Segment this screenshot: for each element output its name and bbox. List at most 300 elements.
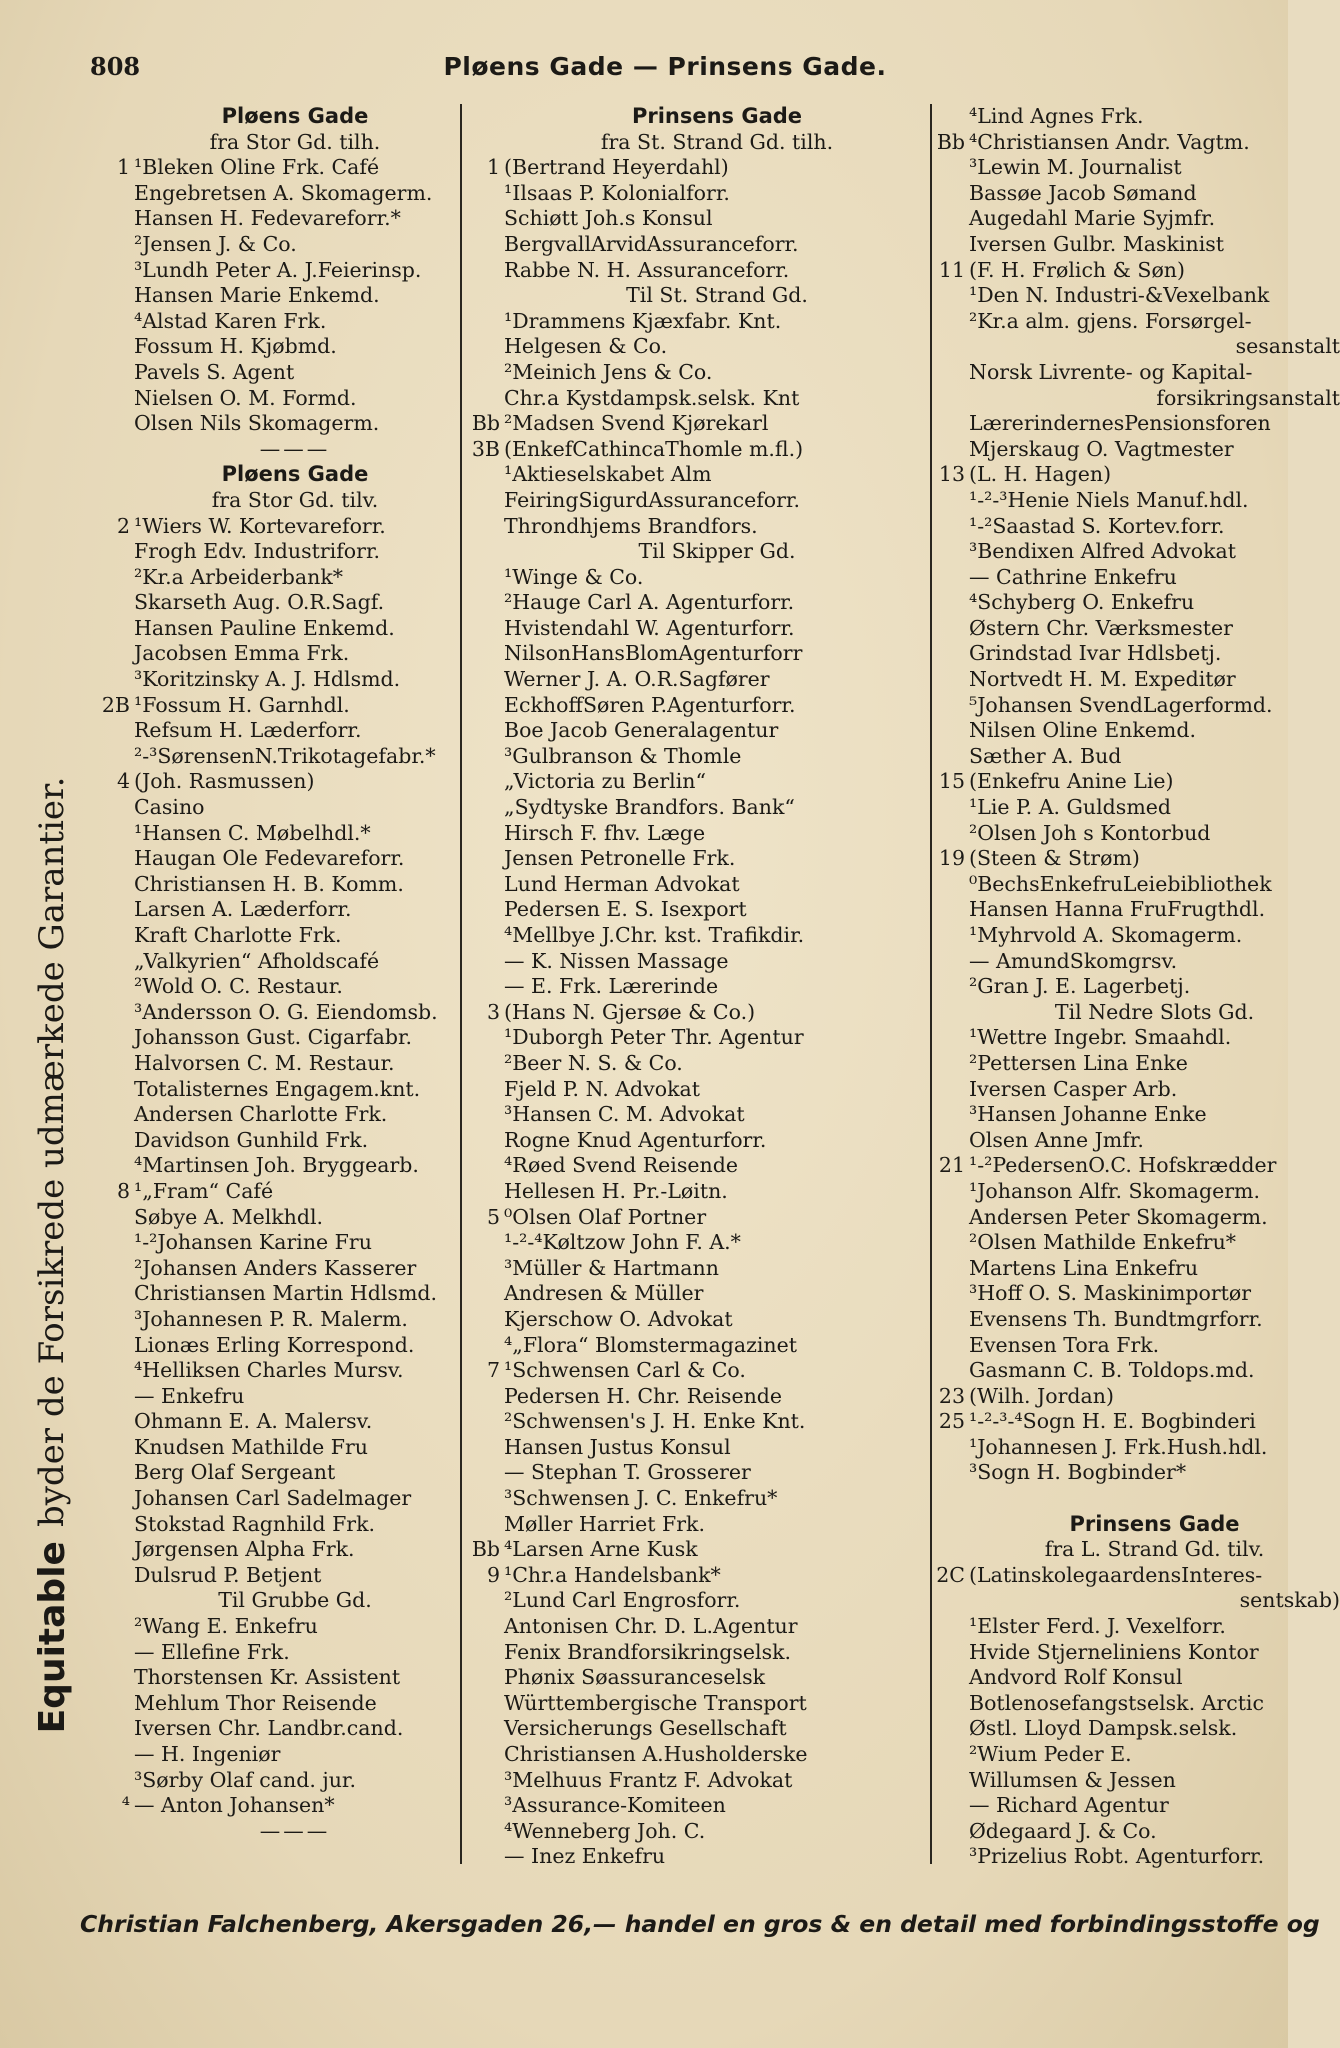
- directory-entry: [470, 181, 930, 207]
- directory-entry: [100, 1000, 456, 1026]
- page-number: 808: [90, 52, 141, 81]
- entry-text: LærerindernesPensionsforen: [969, 411, 1271, 436]
- house-number: [100, 923, 134, 949]
- house-number: [470, 309, 504, 335]
- entry-text: (Steen & Strøm): [969, 846, 1140, 871]
- entry-text: Nortvedt H. M. Expeditør: [969, 667, 1236, 692]
- entry-text: ¹Drammens Kjæxfabr. Knt.: [504, 308, 782, 333]
- house-number: [935, 488, 969, 514]
- directory-entry: [470, 846, 930, 872]
- house-number: [935, 1077, 969, 1103]
- house-number: [470, 283, 504, 309]
- entry-text: Frogh Edv. Industriforr.: [134, 539, 381, 564]
- street-subheading: [100, 488, 456, 514]
- entry-text: ³Lundh Peter A. J.Feierinsp.: [134, 257, 422, 282]
- entry-text: — Anton Johansen*: [134, 1793, 335, 1818]
- entry-text: Boe Jacob Generalagentur: [504, 718, 779, 743]
- directory-entry: [470, 1614, 930, 1640]
- directory-entry: [100, 1102, 456, 1128]
- section-label: [470, 283, 930, 309]
- directory-entry: [935, 1384, 1340, 1410]
- entry-text: (L. H. Hagen): [969, 462, 1112, 487]
- directory-entry: [935, 565, 1340, 591]
- entry-text: Andvord Rolf Konsul: [969, 1665, 1183, 1690]
- house-number: [935, 1230, 969, 1256]
- house-number: [935, 1025, 969, 1051]
- house-number: [470, 1409, 504, 1435]
- house-number: [935, 1614, 969, 1640]
- house-number: [935, 1793, 969, 1819]
- entry-text: Haugan Ole Fedevareforr.: [134, 846, 405, 871]
- entry-text: Sæther A. Bud: [969, 743, 1122, 768]
- directory-entry: [470, 949, 930, 975]
- house-number: [100, 488, 134, 514]
- entry-text: ⁴Wenneberg Joh. C.: [504, 1818, 706, 1843]
- directory-entry: [100, 821, 456, 847]
- entry-text: ²Hauge Carl A. Agenturforr.: [504, 590, 795, 615]
- entry-text: Davidson Gunhild Frk.: [134, 1127, 369, 1152]
- house-number: [100, 1460, 134, 1486]
- entry-text: Norsk Livrente- og Kapital-: [969, 359, 1253, 384]
- entry-text: fra Stor Gd. tilh.: [209, 129, 381, 154]
- entry-text: ²Wang E. Enkefru: [134, 1614, 318, 1639]
- entry-text: forsikringsanstalt: [1156, 385, 1340, 410]
- directory-entry: [470, 718, 930, 744]
- entry-text: Andersen Charlotte Frk.: [134, 1102, 388, 1127]
- entry-text: Augedahl Marie Syjmfr.: [969, 206, 1216, 231]
- entry-text: — Stephan T. Grosserer: [504, 1460, 751, 1485]
- house-number: [935, 1307, 969, 1333]
- house-number: [470, 590, 504, 616]
- house-number: [100, 1230, 134, 1256]
- house-number: [470, 1716, 504, 1742]
- house-number: 23: [938, 1383, 965, 1408]
- house-number: [470, 1077, 504, 1103]
- entry-text: Jørgensen Alpha Frk.: [134, 1537, 355, 1562]
- house-number: [100, 1102, 134, 1128]
- directory-entry: [935, 1819, 1340, 1845]
- directory-entry: [100, 1153, 456, 1179]
- house-number: [470, 872, 504, 898]
- entry-text: — AmundSkomgrsv.: [969, 948, 1178, 973]
- entry-text: Mjerskaug O. Vagtmester: [969, 436, 1234, 461]
- house-number: [100, 283, 134, 309]
- entry-text: ³Johannesen P. R. Malerm.: [134, 1306, 408, 1331]
- entry-text: ¹Duborgh Peter Thr. Agentur: [504, 1025, 804, 1050]
- house-number: [100, 1409, 134, 1435]
- house-number: [935, 1128, 969, 1154]
- entry-text: Nielsen O. M. Formd.: [134, 385, 357, 410]
- house-number: Bb: [471, 411, 500, 436]
- directory-entry: [470, 360, 930, 386]
- directory-entry: [470, 1537, 930, 1563]
- directory-entry: [935, 1307, 1340, 1333]
- house-number: [100, 1384, 134, 1410]
- house-number: [935, 1435, 969, 1461]
- house-number: [935, 539, 969, 565]
- entry-text: ²Kr.a Arbeiderbank*: [134, 564, 344, 589]
- directory-entry: [100, 1691, 456, 1717]
- house-number: [935, 795, 969, 821]
- directory-columns: [100, 104, 1340, 1874]
- directory-entry: [470, 897, 930, 923]
- house-number: [935, 1691, 969, 1717]
- entry-text: Hansen Pauline Enkemd.: [134, 615, 395, 640]
- entry-text: Gasmann C. B. Toldops.md.: [969, 1358, 1255, 1383]
- entry-text: Kraft Charlotte Frk.: [134, 923, 342, 947]
- entry-text: Engebretsen A. Skomagerm.: [134, 180, 433, 205]
- house-number: [470, 846, 504, 872]
- directory-entry: [470, 1281, 930, 1307]
- directory-entry: [100, 718, 456, 744]
- house-number: [100, 795, 134, 821]
- house-number: [935, 1716, 969, 1742]
- entry-text: Bassøe Jacob Sømand: [969, 180, 1197, 205]
- directory-entry: [100, 974, 456, 1000]
- house-number: [935, 974, 969, 1000]
- house-number: [935, 1333, 969, 1359]
- entry-text: Hansen Hanna FruFrugthdl.: [969, 897, 1266, 922]
- street-subheading: [470, 130, 930, 156]
- house-number: [470, 923, 504, 949]
- entry-text: ⁴Mellbye J.Chr. kst. Trafikdir.: [504, 923, 805, 947]
- house-number: [100, 1819, 134, 1845]
- entry-text: ¹Lie P. A. Guldsmed: [969, 795, 1172, 820]
- directory-entry: [470, 1333, 930, 1359]
- house-number: [470, 616, 504, 642]
- directory-entry: [100, 1486, 456, 1512]
- house-number: [470, 1179, 504, 1205]
- directory-entry: [935, 1077, 1340, 1103]
- house-number: [100, 846, 134, 872]
- directory-entry: [100, 1512, 456, 1538]
- house-number: [100, 1768, 134, 1794]
- house-number: [100, 565, 134, 591]
- directory-entry: [470, 1205, 930, 1231]
- entry-text: ¹Aktieselskabet Alm: [504, 462, 712, 487]
- directory-entry: [470, 1768, 930, 1794]
- entry-text: fra St. Strand Gd. tilh.: [600, 129, 834, 154]
- house-number: [935, 565, 969, 591]
- house-number: [470, 334, 504, 360]
- house-number: [100, 1281, 134, 1307]
- directory-entry: [100, 334, 456, 360]
- house-number: [100, 616, 134, 642]
- directory-entry: [935, 1230, 1340, 1256]
- house-number: [470, 1844, 504, 1870]
- house-number: [100, 1614, 134, 1640]
- entry-text: FeiringSigurdAssuranceforr.: [504, 487, 800, 512]
- directory-entry: [470, 1563, 930, 1589]
- entry-text: ¹Elster Ferd. J. Vexelforr.: [969, 1614, 1226, 1639]
- entry-text: Württembergische Transport: [504, 1690, 807, 1715]
- entry-text: Østern Chr. Værksmester: [969, 615, 1233, 640]
- directory-entry: [470, 206, 930, 232]
- entry-text: Hvistendahl W. Agenturforr.: [504, 615, 795, 640]
- entry-text: Møller Harriet Frk.: [504, 1511, 705, 1536]
- entry-text: sesanstalt: [1235, 334, 1340, 359]
- entry-text: Larsen A. Læderforr.: [134, 897, 352, 922]
- house-number: [100, 821, 134, 847]
- entry-text: ¹Johannesen J. Frk.Hush.hdl.: [969, 1434, 1268, 1459]
- entry-text: fra L. Strand Gd. tilv.: [1044, 1537, 1265, 1562]
- house-number: [935, 1051, 969, 1077]
- entry-text: sentskab): [1239, 1588, 1340, 1613]
- house-number: 11: [938, 257, 965, 282]
- street-heading: [470, 104, 930, 130]
- directory-entry: [935, 258, 1340, 284]
- entry-text: (Hans N. Gjersøe & Co.): [504, 999, 756, 1024]
- street-heading: [100, 462, 456, 488]
- entry-text: (Enkefru Anine Lie): [969, 769, 1174, 794]
- entry-text: ¹-²Saastad S. Kortev.forr.: [969, 513, 1225, 538]
- entry-text: Hirsch F. fhv. Læge: [504, 820, 706, 845]
- directory-entry: [470, 1665, 930, 1691]
- house-number: [470, 1691, 504, 1717]
- entry-text: ³Assurance-Komiteen: [504, 1793, 726, 1818]
- entry-text: Ohmann E. A. Malersv.: [134, 1409, 373, 1434]
- entry-text: Pløens Gade: [221, 104, 369, 128]
- entry-text: ¹Schwensen Carl & Co.: [504, 1358, 746, 1383]
- entry-text: Jensen Petronelle Frk.: [504, 846, 736, 871]
- house-number: [470, 667, 504, 693]
- entry-text: ¹Wiers W. Kortevareforr.: [134, 513, 386, 538]
- house-number: [100, 744, 134, 770]
- house-number: [935, 897, 969, 923]
- house-number: [935, 437, 969, 463]
- house-number: [935, 1102, 969, 1128]
- house-number: [470, 104, 504, 130]
- entry-text: Hellesen H. Pr.-Løitn.: [504, 1178, 728, 1203]
- running-title: Pløens Gade — Prinsens Gade.: [443, 52, 887, 81]
- directory-entry: [100, 641, 456, 667]
- directory-entry: [470, 1793, 930, 1819]
- entry-text: Halvorsen C. M. Restaur.: [134, 1050, 395, 1075]
- house-number: [470, 258, 504, 284]
- house-number: [100, 1051, 134, 1077]
- directory-entry: [100, 667, 456, 693]
- directory-entry: [100, 1333, 456, 1359]
- entry-text: ⁴Lind Agnes Frk.: [969, 104, 1144, 128]
- entry-text: [969, 1486, 1340, 1512]
- entry-text: ⁴Larsen Arne Kusk: [504, 1537, 698, 1562]
- entry-text: Martens Lina Enkefru: [969, 1255, 1199, 1280]
- entry-text: Helgesen & Co.: [504, 334, 668, 359]
- entry-text: ³Gulbranson & Thomle: [504, 743, 742, 768]
- house-number: [100, 1716, 134, 1742]
- directory-entry: [935, 283, 1340, 309]
- directory-entry: [935, 1153, 1340, 1179]
- entry-text: ¹Den N. Industri-&Vexelbank: [969, 283, 1270, 308]
- house-number: [470, 1281, 504, 1307]
- house-number: [470, 232, 504, 258]
- directory-entry: [100, 1307, 456, 1333]
- directory-entry: [935, 1128, 1340, 1154]
- entry-text: Thorstensen Kr. Assistent: [134, 1665, 401, 1690]
- directory-entry: [100, 1460, 456, 1486]
- directory-entry: [100, 411, 456, 437]
- house-number: [100, 539, 134, 565]
- section-label: [100, 1588, 456, 1614]
- house-number: [470, 1051, 504, 1077]
- house-number: [100, 206, 134, 232]
- house-number: 2C: [936, 1562, 965, 1587]
- directory-entry: [935, 462, 1340, 488]
- directory-entry: [470, 1409, 930, 1435]
- house-number: [470, 386, 504, 412]
- spacer: [935, 1486, 1340, 1512]
- entry-text: Skarseth Aug. O.R.Sagf.: [134, 590, 385, 615]
- house-number: ⁴: [121, 1793, 130, 1818]
- house-number: [935, 181, 969, 207]
- entry-text: Prinsens Gade: [1069, 1511, 1240, 1536]
- directory-entry: [935, 1716, 1340, 1742]
- house-number: [935, 360, 969, 386]
- entry-text: ³Melhuus Frantz F. Advokat: [504, 1767, 793, 1792]
- entry-text: ²Olsen Joh s Kontorbud: [969, 820, 1211, 845]
- house-number: [470, 1384, 504, 1410]
- house-number: [935, 155, 969, 181]
- house-number: [935, 1205, 969, 1231]
- directory-entry: [100, 1563, 456, 1589]
- entry-text: ⁵Johansen SvendLagerformd.: [969, 692, 1273, 717]
- directory-entry: [470, 232, 930, 258]
- entry-text: ———: [259, 436, 331, 461]
- entry-text: Knudsen Mathilde Fru: [134, 1434, 368, 1459]
- directory-entry: [935, 846, 1340, 872]
- house-number: [470, 1742, 504, 1768]
- directory-entry: [935, 181, 1340, 207]
- house-number: [100, 1640, 134, 1666]
- entry-text: Søbye A. Melkhdl.: [134, 1204, 324, 1229]
- house-number: [935, 949, 969, 975]
- directory-entry: [935, 1102, 1340, 1128]
- entry-text: (EnkefCathincaThomle m.fl.): [504, 436, 804, 461]
- column-divider: [930, 104, 932, 1864]
- directory-entry: [100, 1742, 456, 1768]
- house-number: [470, 1128, 504, 1154]
- entry-text: Pavels S. Agent: [134, 359, 295, 384]
- directory-entry: [100, 897, 456, 923]
- separator-rule: [100, 437, 456, 463]
- house-number: [470, 514, 504, 540]
- house-number: [470, 181, 504, 207]
- house-number: [100, 130, 134, 156]
- directory-entry: [470, 1588, 930, 1614]
- directory-entry: [935, 437, 1340, 463]
- directory-entry: [935, 872, 1340, 898]
- house-number: [100, 258, 134, 284]
- entry-text: Fossum H. Kjøbmd.: [134, 334, 337, 359]
- entry-text: ³Sogn H. Bogbinder*: [969, 1460, 1187, 1485]
- entry-text: ³Schwensen J. C. Enkefru*: [504, 1486, 778, 1511]
- directory-entry: [935, 1768, 1340, 1794]
- entry-text: ⁴Røed Svend Reisende: [504, 1153, 738, 1178]
- directory-entry: [470, 1051, 930, 1077]
- directory-entry: [935, 1205, 1340, 1231]
- entry-text: Chr.a Kystdampsk.selsk. Knt: [504, 385, 800, 410]
- directory-entry: [935, 1435, 1340, 1461]
- directory-entry: [935, 155, 1340, 181]
- house-number: 7: [486, 1358, 500, 1383]
- house-number: Bb: [471, 1537, 500, 1562]
- house-number: 15: [938, 769, 965, 794]
- house-number: [100, 1000, 134, 1026]
- entry-text: ³Müller & Hartmann: [504, 1255, 719, 1280]
- house-number: 4: [116, 769, 130, 794]
- directory-entry: [470, 309, 930, 335]
- directory-entry: [470, 744, 930, 770]
- directory-entry: [100, 514, 456, 540]
- entry-text: ²Wium Peder E.: [969, 1742, 1132, 1766]
- entry-text: — H. Ingeniør: [134, 1742, 281, 1766]
- entry-text: ¹Bleken Oline Frk. Café: [134, 155, 380, 180]
- directory-entry: [470, 1153, 930, 1179]
- house-number: [935, 1486, 969, 1512]
- house-number: [470, 1486, 504, 1512]
- directory-entry: [935, 1051, 1340, 1077]
- directory-entry: [470, 667, 930, 693]
- house-number: 3: [486, 999, 500, 1024]
- footer-advertisement: Christian Falchenberg, Akersgaden 26,— handel en gros & en detail med forbindingsstoffe og: [80, 1910, 1320, 1938]
- directory-entry: [100, 1384, 456, 1410]
- directory-entry: [935, 104, 1340, 130]
- directory-entry: [935, 667, 1340, 693]
- house-number: [935, 309, 969, 335]
- column-1: [100, 104, 456, 1874]
- directory-entry: [935, 641, 1340, 667]
- directory-entry: [935, 1256, 1340, 1282]
- house-number: [935, 590, 969, 616]
- entry-text: ⁴Schyberg O. Enkefru: [969, 590, 1195, 615]
- house-number: [935, 334, 969, 360]
- directory-entry: [100, 386, 456, 412]
- entry-text: ³Hansen C. M. Advokat: [504, 1102, 745, 1127]
- entry-text: fra Stor Gd. tilv.: [211, 487, 379, 512]
- directory-entry: [100, 360, 456, 386]
- entry-text: ²-³SørensenN.Trikotagefabr.*: [134, 743, 436, 768]
- house-number: [100, 590, 134, 616]
- entry-text: (Bertrand Heyerdahl): [504, 155, 729, 180]
- entry-text: ¹Johanson Alfr. Skomagerm.: [969, 1178, 1260, 1203]
- directory-entry: [470, 1000, 930, 1026]
- entry-text: Prinsens Gade: [631, 104, 803, 128]
- directory-entry: [470, 488, 930, 514]
- house-number: [935, 1358, 969, 1384]
- house-number: 8: [116, 1178, 130, 1203]
- directory-entry: [470, 1025, 930, 1051]
- house-number: 3B: [471, 436, 500, 461]
- entry-text: Willumsen & Jessen: [969, 1767, 1176, 1792]
- house-number: [100, 1333, 134, 1359]
- entry-text: — K. Nissen Massage: [504, 948, 729, 973]
- house-number: [470, 1307, 504, 1333]
- house-number: [935, 1281, 969, 1307]
- house-number: [935, 923, 969, 949]
- entry-text: BergvallArvidAssuranceforr.: [504, 231, 799, 256]
- entry-text: ⁴Helliksen Charles Mursv.: [134, 1358, 404, 1383]
- entry-text: ¹Hansen C. Møbelhdl.*: [134, 820, 371, 845]
- directory-entry: [470, 1844, 930, 1870]
- house-number: 25: [938, 1409, 965, 1434]
- street-heading: [100, 104, 456, 130]
- house-number: [470, 1588, 504, 1614]
- directory-entry: [935, 386, 1340, 412]
- directory-entry: [935, 1844, 1340, 1870]
- directory-entry: [470, 1691, 930, 1717]
- entry-text: Pedersen E. S. Isexport: [504, 897, 747, 922]
- directory-entry: [935, 590, 1340, 616]
